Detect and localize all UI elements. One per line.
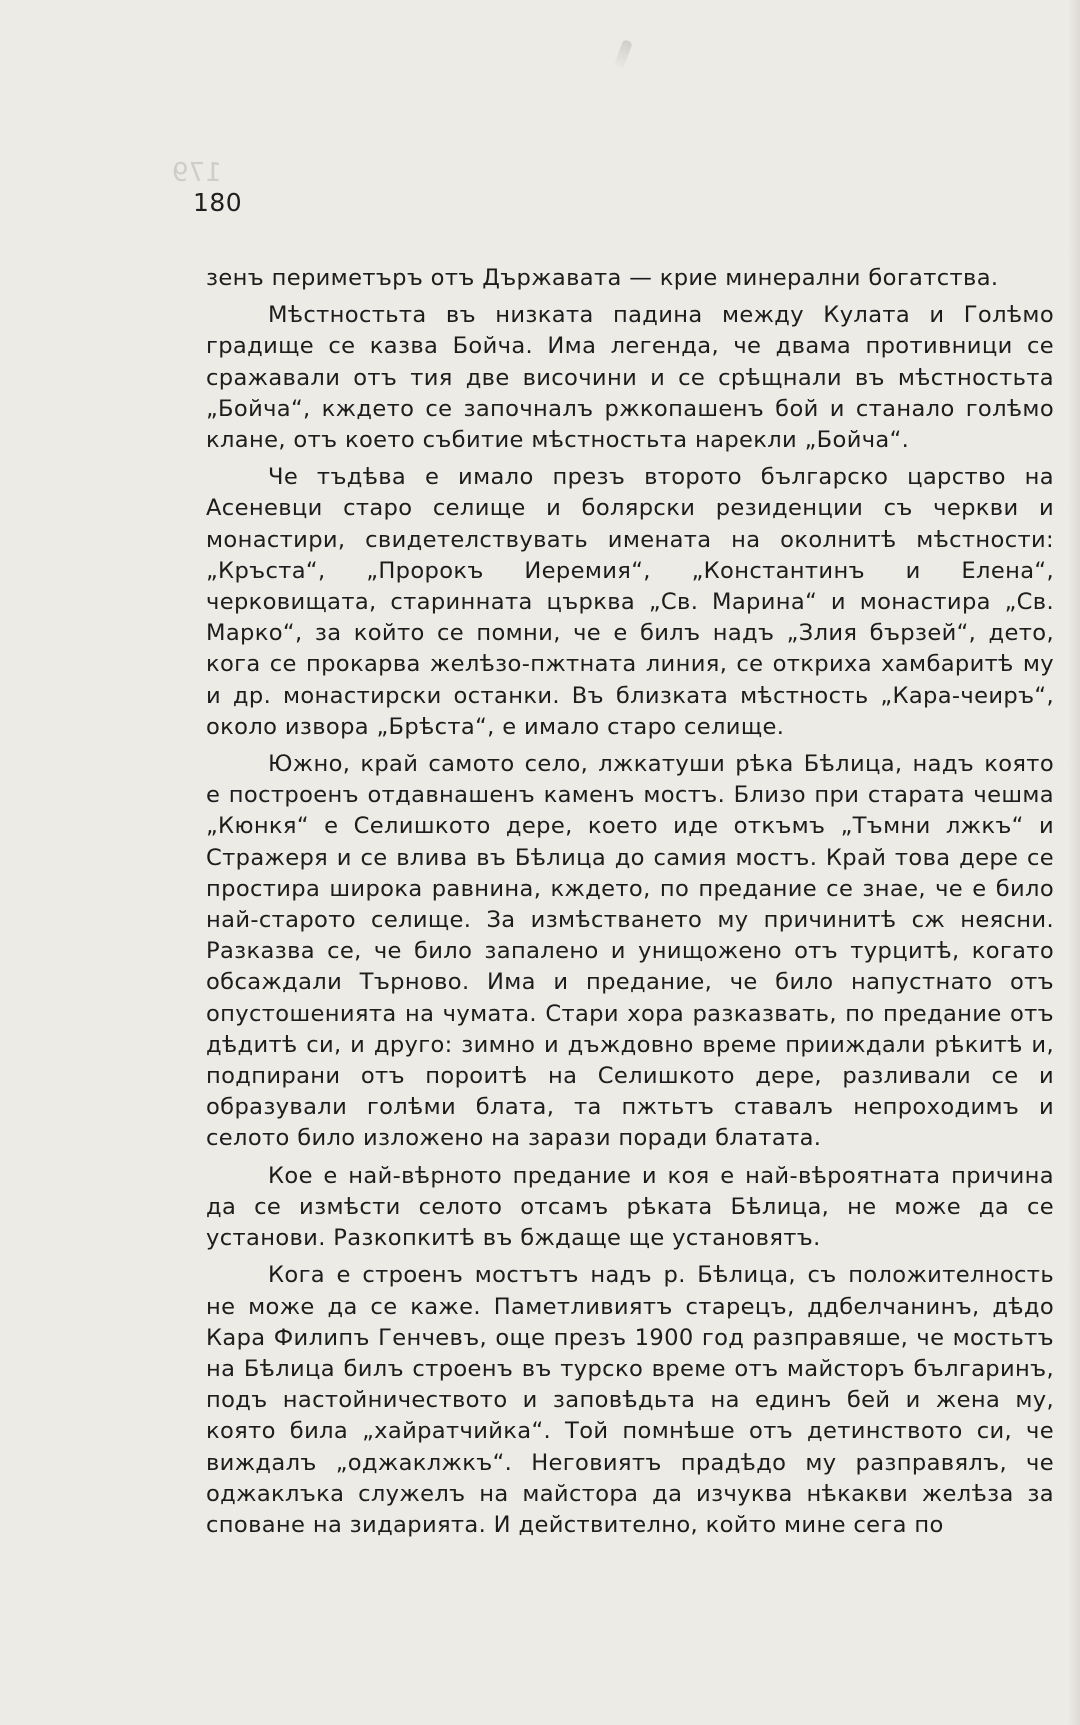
paragraph: Южно, край самото село, лжкатуши рѣка Бѣлица, надъ която е построенъ отдавнашенъ каменъ мостъ. Близо при старата чешма „Кюнкя“ е Селишкото дере, което иде откъмъ „Тъмни лжкъ“ и Стражеря и се влива въ Бѣлица до самия мостъ. Край това дере се простира широка равнина, кждето, по предание се знае, че е било най-старото селище. За измѣстването му причинитѣ сж неясни. Разказва се, че било запалено и унищожено отъ турцитѣ, когато обсаждали Търново. Има и предание, че било напустнато отъ опустошенията на чумата. Стари хора разказвать, по предание отъ дѣдитѣ си, и друго: зимно и дъждовно време прииждали рѣкитѣ и, подпирани отъ пороитѣ на Селишкото дере, разливали се и образували голѣми блата, та пжтьтъ ставалъ непроходимъ и селото било изложено на зарази поради блатата. bbox=[206, 751, 1054, 1152]
paragraph: Кога е строенъ мостътъ надъ р. Бѣлица, съ положителность не може да се каже. Паметливиятъ старецъ, ддбелчанинъ, дѣдо Кара Филипъ Генчевъ, още презъ 1900 год разправяше, че мостьтъ на Бѣлица билъ строенъ въ турско време отъ майсторъ българинъ, подъ настойничеството и заповѣдьта на единъ бей и жена му, която била „хайратчийка“. Той помнѣше отъ детинството си, че виждалъ „оджаклжкъ“. Неговиятъ прадѣдо му разправялъ, че оджаклъка служелъ на майстора да изчуква нѣкакви желѣза за споване на зидарията. И действително, който мине сега по bbox=[206, 1262, 1054, 1538]
scan-edge-shadow bbox=[1068, 0, 1080, 1725]
bleed-through-page-number: 179 bbox=[172, 158, 222, 188]
ink-mark bbox=[613, 39, 633, 71]
paragraph: Че тъдѣва е имало презъ второто българско царство на Асеневци старо селище и болярски резиденции съ черкви и монастири, свидетелствувать имената на околнитѣ мѣстности: „Кръста“, „Пророкъ Иеремия“, „Константинъ и Елена“, черковищата, старинната църква „Св. Марина“ и монастира „Св. Марко“, за който се помни, че е билъ надъ „Злия бързей“, дето, кога се прокарва желѣзо-пжтната линия, се откриха хамбаритѣ му и др. монастирски останки. Въ близката мѣстность „Кара-чеиръ“, около извора „Брѣста“, е имало старо селище. bbox=[206, 464, 1054, 740]
paragraph: Кое е най-вѣрното предание и коя е най-вѣроятната причина да се измѣсти селото отсамъ рѣката Бѣлица, не може да се установи. Разкопкитѣ въ бждаще ще установятъ. bbox=[206, 1162, 1054, 1252]
page-number: 180 bbox=[193, 188, 243, 217]
body-text bbox=[206, 263, 1054, 1547]
paragraph: зенъ периметъръ отъ Държавата — крие минерални богатства. bbox=[206, 265, 999, 291]
paragraph: Мѣстностьта въ низката падина между Кулата и Голѣмо градище се казва Бойча. Има легенда, че двама противници се сражавали отъ тия две височини и се срѣщнали въ мѣстностьта „Бойча“, кждето се започналъ ржкопашенъ бой и станало голѣмо клане, отъ което събитие мѣстностьта нарекли „Бойча“. bbox=[206, 302, 1054, 454]
